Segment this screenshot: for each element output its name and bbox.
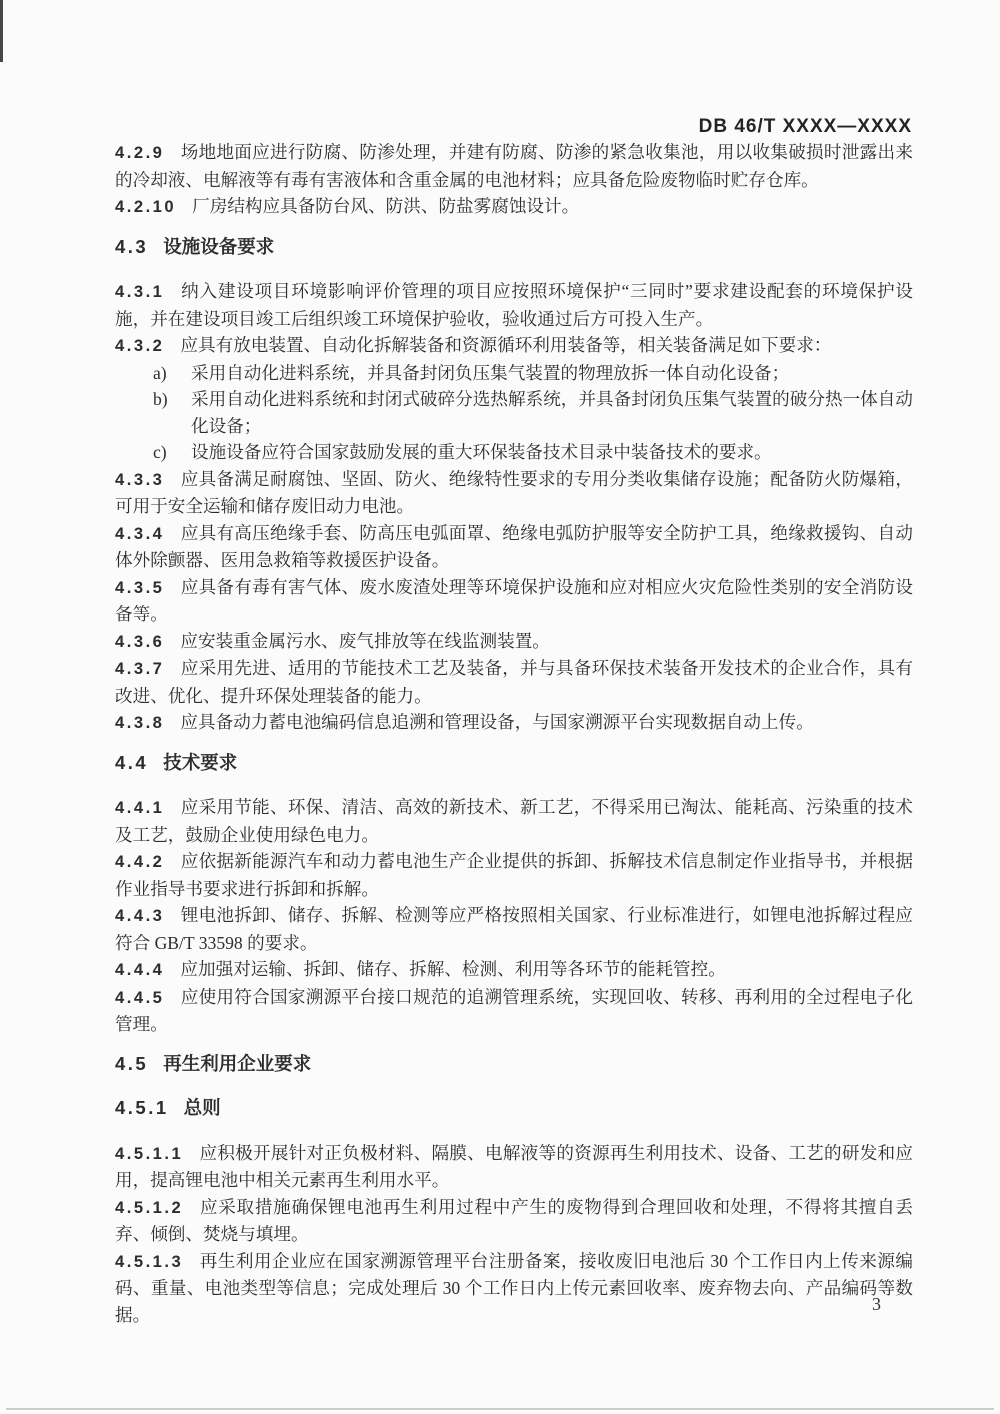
section-heading xyxy=(115,750,913,777)
clause-number: 4.3.2 xyxy=(115,336,165,355)
section-heading xyxy=(115,1095,913,1122)
clause-number: 4.2.9 xyxy=(115,143,165,162)
clause-number: 4.4.1 xyxy=(115,798,165,817)
clause-text: 应具有高压绝缘手套、防高压电弧面罩、绝缘电弧防护服等安全防护工具，绝缘救援钩、自动体外除颤器、医用急救箱等救援医护设备。 xyxy=(115,522,913,570)
clause-paragraph xyxy=(115,902,913,956)
list-label: b) xyxy=(153,389,168,409)
clause-text: 场地地面应进行防腐、防渗处理，并建有防腐、防渗的紧急收集池，用以收集破损时泄露出来的冷却液、电解液等有毒有害液体和含重金属的电池材料；应具备危险废物临时贮存仓库。 xyxy=(115,142,913,190)
clause-paragraph xyxy=(115,574,913,628)
clause-paragraph xyxy=(115,332,913,360)
clause-number: 4.3.5 xyxy=(115,577,165,597)
clause-text: 应采用先进、适用的节能技术工艺及装备，并与具备环保技术装备开发技术的企业合作，具有改进、优化、提升环保处理装备的能力。 xyxy=(115,658,913,706)
clause-paragraph xyxy=(115,655,913,709)
clause-number: 4.3.1 xyxy=(115,282,165,301)
heading-number: 4.4 xyxy=(115,751,149,773)
section-heading xyxy=(115,234,913,261)
heading-title: 技术要求 xyxy=(163,751,238,773)
clause-number: 4.3.3 xyxy=(115,469,165,489)
list-item xyxy=(115,360,913,387)
standard-code-header: DB 46/T XXXX—XXXX xyxy=(698,116,912,137)
clause-text: 应积极开展针对正负极材料、隔膜、电解液等的资源再生利用技术、设备、工艺的研发和应用，提高锂电池中相关元素再生利用水平。 xyxy=(115,1142,913,1190)
clause-text: 纳入建设项目环境影响评价管理的项目应按照环境保护“三同时”要求建设配套的环境保护设施，并在建设项目竣工后组织竣工环境保护验收，验收通过后方可投入生产。 xyxy=(115,281,913,329)
heading-number: 4.5 xyxy=(115,1052,149,1074)
clause-text: 厂房结构应具备防台风、防洪、防盐雾腐蚀设计。 xyxy=(192,196,580,216)
clause-paragraph xyxy=(115,984,913,1038)
clause-text: 应具备动力蓄电池编码信息追溯和管理设备，与国家溯源平台实现数据自动上传。 xyxy=(180,712,814,732)
heading-number: 4.3 xyxy=(115,235,149,257)
clause-number: 4.5.1.1 xyxy=(115,1143,184,1163)
clause-number: 4.2.10 xyxy=(115,197,177,216)
clause-text: 应具备满足耐腐蚀、坚固、防火、绝缘特性要求的专用分类收集储存设施；配备防火防爆箱，可用于安全运输和储存废旧动力电池。 xyxy=(115,468,913,516)
clause-number: 4.3.8 xyxy=(115,713,165,732)
list-label: c) xyxy=(153,442,167,462)
clause-text: 再生利用企业应在国家溯源管理平台注册备案，接收废旧电池后 30 个工作日内上传来源编码、重量、电池类型等信息；完成处理后 30 个工作日内上传元素回收率、废弃物去向、产品编码等数据。 xyxy=(115,1250,913,1325)
clause-paragraph xyxy=(115,139,913,193)
clause-number: 4.3.6 xyxy=(115,631,165,651)
clause-text: 应安装重金属污水、废气排放等在线监测装置。 xyxy=(180,630,550,651)
clause-paragraph xyxy=(115,1140,913,1194)
clause-number: 4.4.3 xyxy=(115,906,165,925)
clause-paragraph xyxy=(115,628,913,656)
list-item xyxy=(115,386,913,439)
clause-text: 应使用符合国家溯源平台接口规范的追溯管理系统，实现回收、转移、再利用的全过程电子化管理。 xyxy=(115,986,913,1034)
clause-paragraph xyxy=(115,278,913,332)
clause-paragraph xyxy=(115,520,913,574)
clause-number: 4.4.4 xyxy=(115,960,165,979)
list-text: 设施设备应符合国家鼓励发展的重大环保装备技术目录中装备技术的要求。 xyxy=(191,442,772,462)
clause-paragraph xyxy=(115,794,913,848)
clause-number: 4.3.7 xyxy=(115,659,165,678)
scan-artifact-bottom-edge xyxy=(6,1408,994,1410)
document-body xyxy=(115,139,913,1328)
heading-title: 总则 xyxy=(183,1097,221,1118)
clause-text: 锂电池拆卸、储存、拆解、检测等应严格按照相关国家、行业标准进行，如锂电池拆解过程应符合 GB/T 33598 的要求。 xyxy=(115,905,913,953)
clause-number: 4.5.1.3 xyxy=(115,1251,184,1271)
clause-text: 应具有放电装置、自动化拆解装备和资源循环利用装备等，相关装备满足如下要求： xyxy=(180,335,832,355)
heading-number: 4.5.1 xyxy=(115,1097,169,1118)
list-text: 采用自动化进料系统和封闭式破碎分选热解系统，并具备封闭负压集气装置的破分热一体自动化设备； xyxy=(191,389,913,436)
clause-number: 4.5.1.2 xyxy=(115,1197,184,1217)
section-heading xyxy=(115,1051,913,1078)
heading-title: 再生利用企业要求 xyxy=(163,1052,312,1074)
clause-paragraph xyxy=(115,1194,913,1248)
clause-paragraph xyxy=(115,466,913,520)
clause-paragraph xyxy=(115,193,913,221)
list-text: 采用自动化进料系统，并具备封闭负压集气装置的物理放拆一体自动化设备； xyxy=(191,362,790,383)
clause-paragraph xyxy=(115,956,913,984)
scan-artifact-left-edge xyxy=(0,0,3,62)
clause-text: 应依据新能源汽车和动力蓄电池生产企业提供的拆卸、拆解技术信息制定作业指导书，并根据作业指导书要求进行拆卸和拆解。 xyxy=(115,851,913,899)
list-item xyxy=(115,439,913,466)
clause-paragraph xyxy=(115,709,913,737)
clause-text: 应加强对运输、拆卸、储存、拆解、检测、利用等各环节的能耗管控。 xyxy=(180,959,726,979)
page-number: 3 xyxy=(872,1294,881,1314)
list-label: a) xyxy=(153,362,167,383)
clause-number: 4.4.5 xyxy=(115,987,165,1007)
clause-text: 应具备有毒有害气体、废水废渣处理等环境保护设施和应对相应火灾危险性类别的安全消防设备等。 xyxy=(115,576,913,624)
clause-text: 应采取措施确保锂电池再生利用过程中产生的废物得到合理回收和处理，不得将其擅自丢弃、倾倒、焚烧与填埋。 xyxy=(115,1196,913,1244)
clause-text: 应采用节能、环保、清洁、高效的新技术、新工艺，不得采用已淘汰、能耗高、污染重的技术及工艺，鼓励企业使用绿色电力。 xyxy=(115,797,913,845)
clause-paragraph xyxy=(115,1248,913,1329)
clause-number: 4.3.4 xyxy=(115,523,165,543)
heading-title: 设施设备要求 xyxy=(163,235,275,257)
clause-paragraph xyxy=(115,848,913,902)
clause-number: 4.4.2 xyxy=(115,852,165,871)
